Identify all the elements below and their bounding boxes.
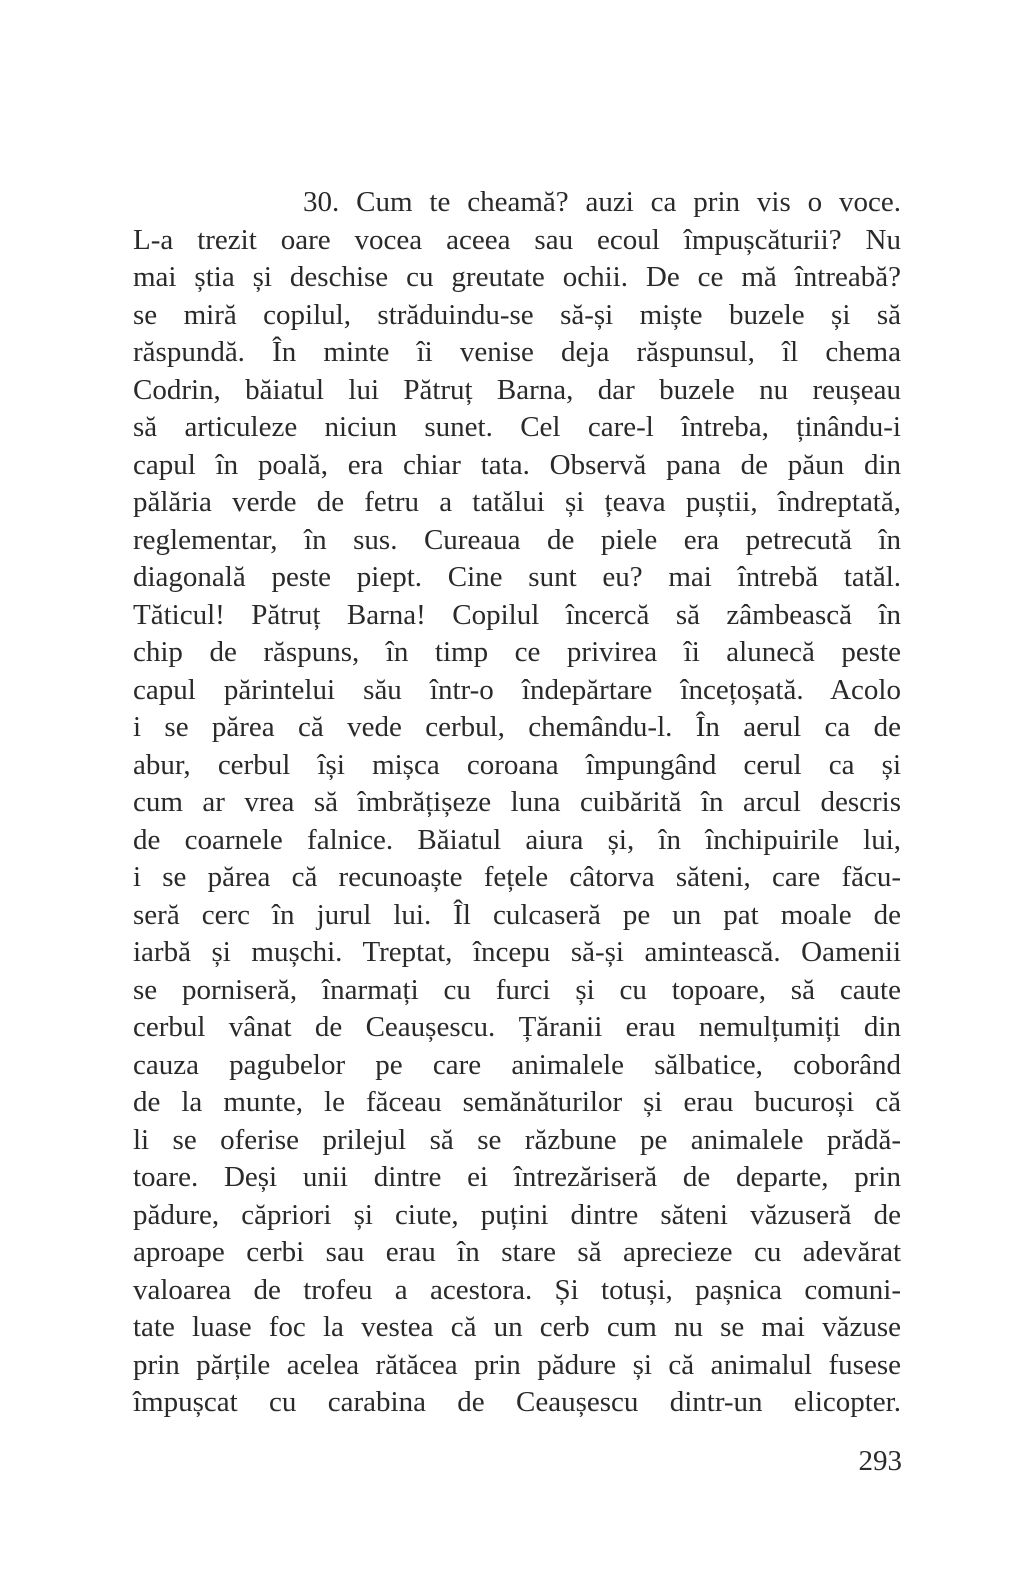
body-text	[133, 184, 901, 1422]
text-line: pădure, căpriori și ciute, puțini dintre săteni văzuseră de	[133, 1198, 901, 1231]
text-line: chip de răspuns, în timp ce privirea îi alunecă peste	[133, 636, 901, 668]
text-line: diagonală peste piept. Cine sunt eu? mai întrebă tatăl.	[133, 561, 901, 593]
text-line: capul părintelui său într-o îndepărtare încețoșată. Acolo	[133, 673, 901, 706]
text-line: 30. Cum te cheamă? auzi ca prin vis o voce.	[303, 186, 901, 218]
page-number: 293	[858, 1445, 902, 1477]
text-line: împușcat cu carabina de Ceaușescu dintr-un elicopter.	[133, 1386, 901, 1418]
text-line: cum ar vrea să îmbrățișeze luna cuibărită în arcul descris	[133, 786, 901, 818]
text-line: li se oferise prilejul să se răzbune pe animalele prădă-	[133, 1123, 901, 1156]
text-line: se porniseră, înarmați cu furci și cu topoare, să caute	[133, 973, 901, 1006]
text-line: abur, cerbul își mișca coroana împungând cerul ca și	[133, 748, 901, 781]
text-line: cerbul vânat de Ceaușescu. Țăranii erau nemulțumiți din	[133, 1011, 901, 1043]
text-line: Tăticul! Pătruț Barna! Copilul încercă să zâmbească în	[133, 598, 901, 631]
text-line: pălăria verde de fetru a tatălui și țeava puștii, îndreptată,	[133, 486, 901, 518]
text-line: răspundă. În minte îi venise deja răspunsul, îl chema	[133, 336, 901, 368]
text-line: iarbă și mușchi. Treptat, începu să-și amintească. Oamenii	[133, 936, 901, 968]
text-line: valoarea de trofeu a acestora. Și totuși, pașnica comuni-	[133, 1273, 901, 1306]
text-line: reglementar, în sus. Cureaua de piele era petrecută în	[133, 523, 901, 556]
text-line: toare. Deși unii dintre ei întrezăriseră de departe, prin	[133, 1161, 901, 1193]
text-line: L-a trezit oare vocea aceea sau ecoul împușcăturii? Nu	[133, 223, 901, 256]
text-line: de la munte, le făceau semănăturilor și erau bucuroși că	[133, 1086, 901, 1118]
text-line: de coarnele falnice. Băiatul aiura și, în închipuirile lui,	[133, 823, 901, 856]
text-line: aproape cerbi sau erau în stare să aprecieze cu adevărat	[133, 1236, 901, 1268]
text-line: să articuleze niciun sunet. Cel care-l întreba, ținându-i	[133, 411, 901, 443]
text-line: mai știa și deschise cu greutate ochii. De ce mă întreabă?	[133, 261, 901, 293]
text-line: i se părea că recunoaște fețele câtorva săteni, care făcu-	[133, 861, 901, 893]
text-line: seră cerc în jurul lui. Îl culcaseră pe un pat moale de	[133, 898, 901, 931]
text-line: Codrin, băiatul lui Pătruț Barna, dar buzele nu reușeau	[133, 373, 901, 406]
text-line: i se părea că vede cerbul, chemându-l. În aerul ca de	[133, 711, 901, 743]
text-line: cauza pagubelor pe care animalele sălbatice, coborând	[133, 1048, 901, 1081]
text-line: prin părțile acelea rătăcea prin pădure și că animalul fusese	[133, 1348, 901, 1381]
text-line: tate luase foc la vestea că un cerb cum nu se mai văzuse	[133, 1311, 901, 1343]
text-line: se miră copilul, străduindu-se să-și miște buzele și să	[133, 298, 901, 331]
text-line: capul în poală, era chiar tata. Observă pana de păun din	[133, 448, 901, 481]
